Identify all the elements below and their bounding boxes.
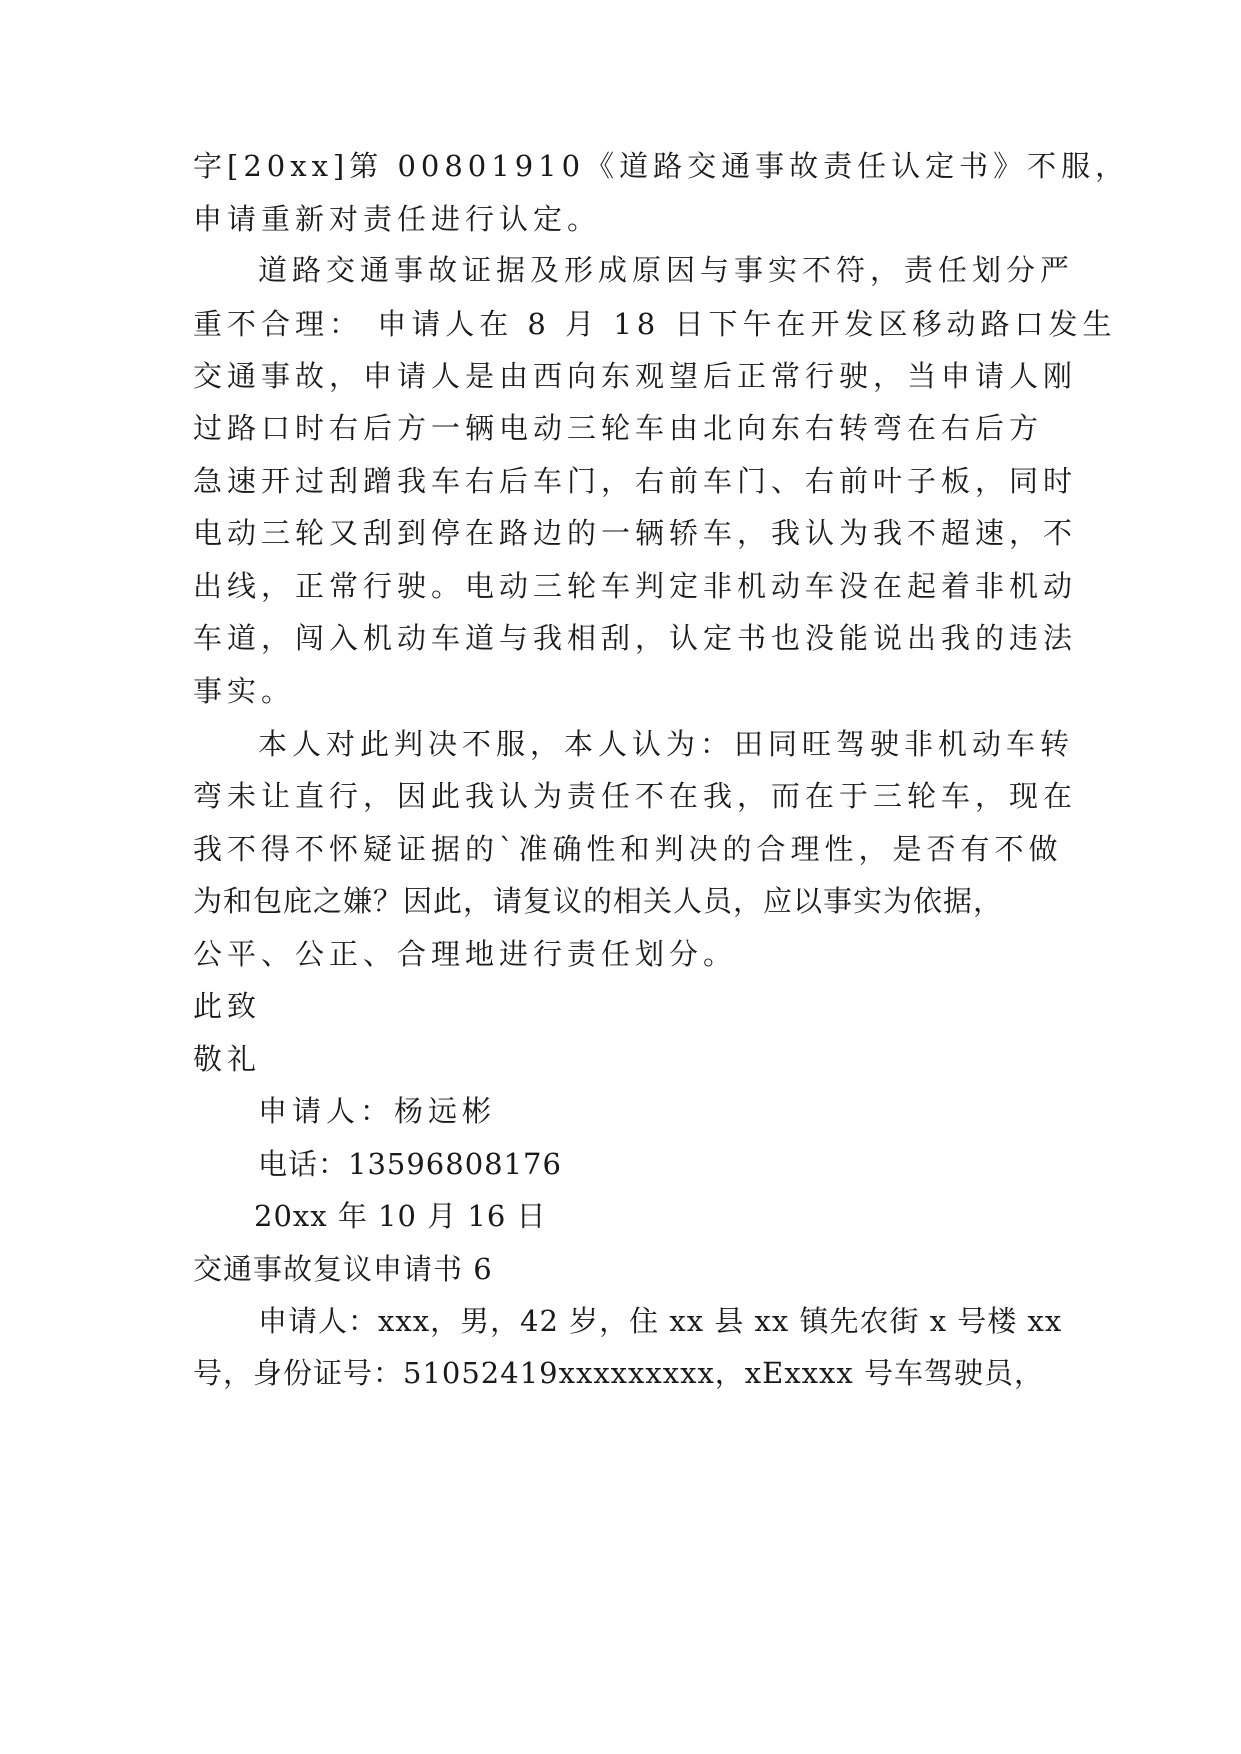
facts-line-9: 事实。 bbox=[193, 674, 296, 708]
section-line-1: 申请人：xxx，男，42 岁，住 xx 县 xx 镇先农街 x 号楼 xx bbox=[258, 1304, 1063, 1338]
facts-line-1: 道路交通事故证据及形成原因与事实不符，责任划分严 bbox=[258, 253, 1075, 287]
facts-line-3: 交通事故，申请人是由西向东观望后正常行驶，当申请人刚 bbox=[193, 359, 1078, 393]
objection-line-5: 公平、公正、合理地进行责任划分。 bbox=[193, 937, 738, 971]
intro-line-2: 申请重新对责任进行认定。 bbox=[193, 202, 602, 236]
objection-line-3: 我不得不怀疑证据的`准确性和判决的合理性，是否有不做 bbox=[193, 832, 1063, 866]
signature-phone: 电话：13596808176 bbox=[258, 1147, 562, 1181]
objection-line-2: 弯未让直行，因此我认为责任不在我，而在于三轮车，现在 bbox=[193, 779, 1078, 813]
closing-regards: 敬礼 bbox=[193, 1042, 262, 1076]
signature-date: 20xx 年 10 月 16 日 bbox=[254, 1199, 547, 1233]
section-line-2: 号，身份证号：51052419xxxxxxxxx，xExxxx 号车驾驶员， bbox=[193, 1356, 1044, 1390]
facts-line-6: 电动三轮又刮到停在路边的一辆轿车，我认为我不超速，不 bbox=[193, 516, 1078, 550]
facts-line-5: 急速开过刮蹭我车右后车门，右前车门、右前叶子板，同时 bbox=[193, 464, 1078, 498]
facts-line-7: 出线，正常行驶。电动三轮车判定非机动车没在起着非机动 bbox=[193, 569, 1078, 603]
intro-line-1: 字[20xx]第 00801910《道路交通事故责任认定书》不服， bbox=[193, 149, 1130, 183]
signature-applicant: 申请人：杨远彬 bbox=[258, 1094, 497, 1128]
facts-line-4: 过路口时右后方一辆电动三轮车由北向东右转弯在右后方 bbox=[193, 411, 1044, 445]
facts-line-8: 车道，闯入机动车道与我相刮，认定书也没能说出我的违法 bbox=[193, 621, 1078, 655]
objection-line-4: 为和包庇之嫌？因此，请复议的相关人员，应以事实为依据， bbox=[193, 884, 1004, 918]
objection-line-1: 本人对此判决不服，本人认为：田同旺驾驶非机动车转 bbox=[258, 727, 1075, 761]
section-title: 交通事故复议申请书 6 bbox=[193, 1252, 493, 1286]
closing-salutation: 此致 bbox=[193, 989, 262, 1023]
facts-line-2: 重不合理： 申请人在 8 月 18 日下午在开发区移动路口发生 bbox=[193, 307, 1117, 341]
